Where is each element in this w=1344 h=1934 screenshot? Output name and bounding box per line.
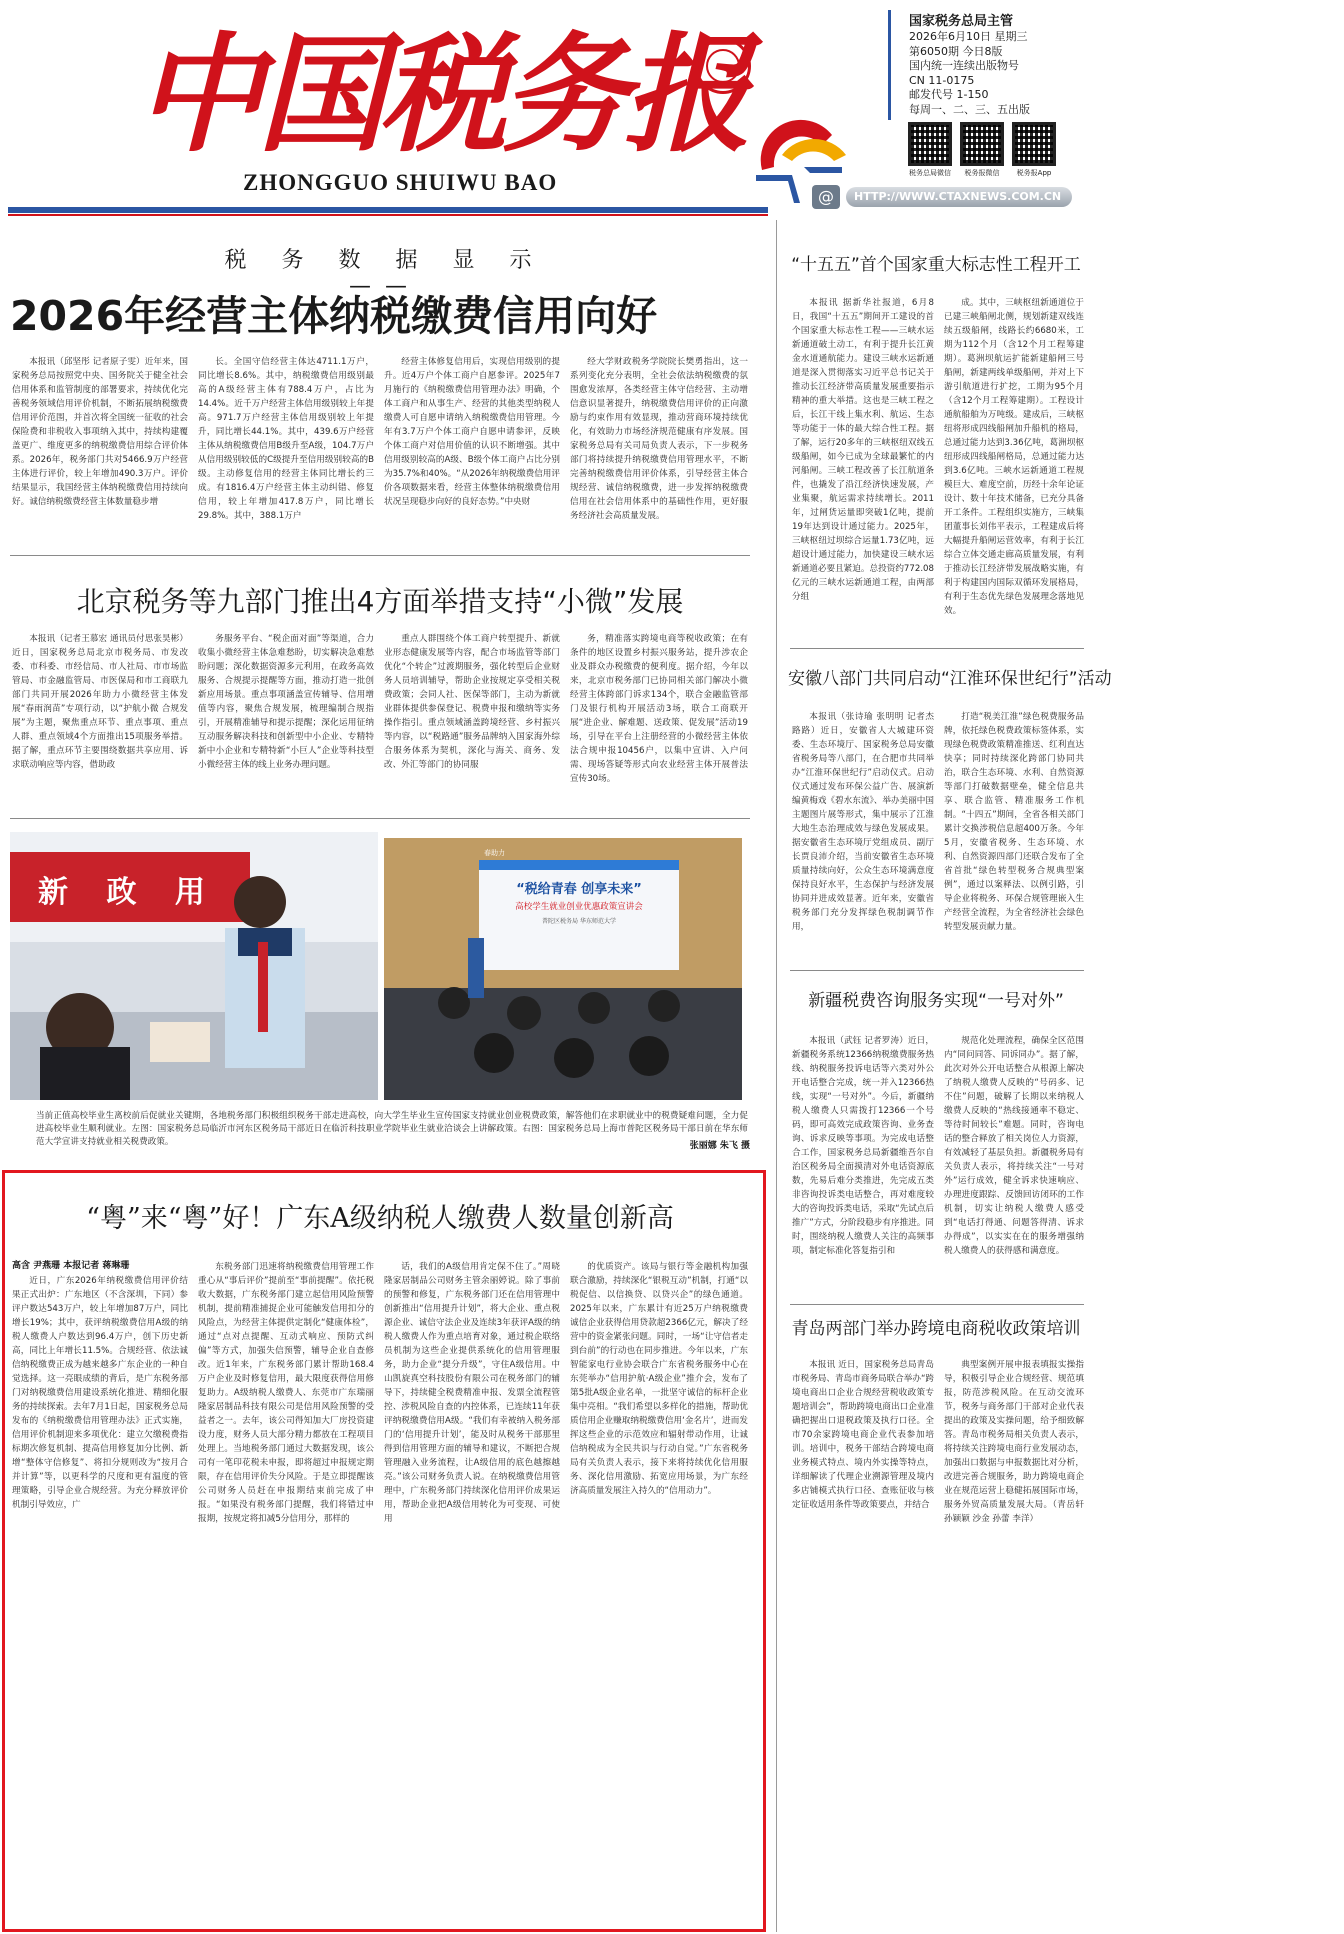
qr-label: 税务报App bbox=[1016, 169, 1052, 177]
issue-line: 第6050期 今日8版 bbox=[909, 44, 1003, 58]
side1-col1: 本报讯 据新华社报道，6月8日，我国“十五五”期间开工建设的首个国家重大标志性工程——三峡水运新通道破土动工，有利于提升长江黄金水道通航能力。建设三峡水运新通道是深入贯彻落实习近平总书记关于推动长江经济带高质量发展重要指示精神的重大举措。这也是三峡工程之后，长江干线上集水利、航运、生态等功能于一体的最大综合性工程。据了解，运行20多年的三峡枢纽双线五级船闸，如今已成为全球最繁忙的内河船闸。三峡工程改善了长江航道条件，也撬发了沿江经济快速发展，产业集聚，航运需求持续增长。2011年，过闸货运量即突破1亿吨，提前19年达到设计通过能力。2025年，三峡枢纽过坝综合运量1.73亿吨，远超设计通过能力，加快建设三峡水运新通道必要且紧迫。总投资约772.08亿元的三峡水运新通道工程，由两部分组 bbox=[792, 298, 934, 602]
story1-kicker: 税 务 数 据 显 示 —— bbox=[224, 248, 546, 299]
postal-line: 邮发代号 1-150 bbox=[909, 88, 989, 101]
side4-col1: 本报讯 近日，国家税务总局青岛市税务局、青岛市商务局联合举办“跨境电商出口企业合规经营税收政策专题培训会”，帮助跨境电商出口企业准确把握出口退税政策及执行口径。全市70余家跨境电商企业代表参加培训。培训中，税务干部结合跨境电商业务模式特点、境内外实操等特点，详细解读了代理企业溯源管理及境内多店铺模式执行口径、查账征收与核定征收适用条件等政策要点，并结合 bbox=[792, 1360, 934, 1510]
side-divider bbox=[790, 970, 1084, 971]
side3-headline[interactable]: 新疆税费咨询服务实现“一号对外” bbox=[808, 991, 1064, 1011]
story2-col3: 重点人群围绕个体工商户转型提升、新就业形态健康发展等内容，配合市场监管等部门优化“个转企”过渡期服务，强化转型后企业财务人员培训辅导，帮助企业按规定享受相关税费政策；会同人社、医保等部门，主动为新就业群体提供参保登记、税费申报和缴纳等实务操作指引。重点领域涵盖跨境经营、乡村振兴等内容，以“税路通”服务品牌纳入国家海外综合服务体系为契机，深化与海关、商务、发改、外汇等部门的协同服 bbox=[384, 634, 560, 770]
qr-code-icon[interactable] bbox=[1012, 122, 1056, 166]
column-divider bbox=[776, 220, 777, 1932]
side1-col2: 成。其中，三峡枢纽新通道位于已建三峡船闸北侧，规划新建双线连续五级船闸，线路长约6680米，工期为112个月（含12个月工程筹建期）。葛洲坝航运扩能新建船闸三号船闸，新建两线单级船闸，并对上下游引航道进行扩挖，工期为95个月（含12个月工程筹建期）。工程设计通航船舶为万吨级。建成后，三峡枢纽将形成四线船闸加升船机的格局，总通过能力达到3.36亿吨，葛洲坝枢纽形成四线船闸格局，总通过能力达到3.6亿吨。三峡水运新通道工程规模巨大、难度空前，历经十余年论证设计、数十年技术储备，已充分具备开工条件。工程组织实施方，三峡集团董事长刘伟平表示，工程建成后将大幅提升船闸运营效率，有利于长江综合立体交通走廊高质量发展，有利于推动长江经济带发展战略实施，有利于构建国内国际双循环发展格局，有利于生态优先绿色发展理念落地见效。 bbox=[944, 298, 1084, 616]
story2-col1: 本报讯（记者王慕宏 通讯员付思张昊彬）近日，国家税务总局北京市税务局、市发改委、市科委、市经信局、市人社局、市市场监管局、市金融监管局、市医保局和市工商联九部门共同开展2026年助力小微经营主体发展“春雨润苗”专项行动，以“护航小微 合规发展”为主题，聚焦重点环节、重点事项、重点人群、重点领域4个方面推出15项服务举措。据了解，重点环节主要围绕数据共享应用、诉求联动响应等内容，借助政 bbox=[12, 634, 188, 770]
sponsor-line: 国家税务总局主管 bbox=[909, 14, 1014, 29]
side2-headline[interactable]: 安徽八部门共同启动“江淮环保世纪行”活动 bbox=[788, 669, 1112, 689]
qr-label: 税务总局微信 bbox=[909, 169, 951, 177]
qr-label: 税务报微信 bbox=[964, 169, 1000, 177]
story3-col1: 近日，广东2026年纳税缴费信用评价结果正式出炉：广东地区（不含深圳，下同）参评户数达543万户，较上年增加87万户，同比增长19%；其中，获评纳税缴费信用A级的纳税人缴费人户数达到96.4万户，创下历史新高，同比上年增长11.5%。合规经营、依法诚信纳税缴费正成为越来越多广东企业的一种自觉选择。这一亮眼成绩的背后，是广东税务部门对纳税缴费信用建设系统化推进、精细化服务的持续探索。去年7月1日起，国家税务总局发布的《纳税缴费信用管理办法》正式实施，信用评价机制迎来多项优化：建立欠缴税费指标期次修复机制、提高信用修复加分比例、新增“整体守信修复”、将扣分规则改为“按月合并计算”等，以更科学的尺度和更有温度的管理策略，引导企业合规经营。为充分释放评价机制引导效应，广 bbox=[12, 1276, 188, 1510]
right-photo-banner-org: 普陀区税务局 华东师范大学 bbox=[542, 918, 616, 925]
story2-col2: 务服务平台、“税企面对面”等渠道，合力收集小微经营主体急难愁盼，切实解决急难愁盼问题；深化数据资源多元利用，在政务高效服务、合规提示提醒等方面，推动打造一批创新应用场景。重点事项涵盖宣传辅导、信用增值等内容，聚焦合规发展，梳理编制合规指引，开展精准辅导和提示提醒；深化运用征纳互动服务解决科技和创新型中小企业、专精特新中小企业和专精特新“小巨人”企业等科技型小微经营主体的线上业务办理问题。 bbox=[198, 634, 374, 770]
side-divider bbox=[790, 648, 1084, 649]
newspaper-title-logo: 中国税务报 bbox=[135, 20, 746, 170]
story1-col4: 经大学财政税务学院院长樊勇指出，这一系列变化充分表明，全社会依法纳税缴费的氛围愈发浓厚，各类经营主体守信经营、主动增信意识显著提升，纳税缴费信用评价的正向激励与约束作用有效显现，推动营商环境持续优化，有效助力市场经济规范健康有序发展。国家税务总局有关司局负责人表示，下一步税务部门将持续提升纳税缴费信用管理水平，不断完善纳税缴费信用评价体系，引导经营主体合规经营、诚信纳税缴费，进一步发挥纳税缴费信用在社会信用体系中的基础性作用，更好服务经济社会高质量发展。 bbox=[570, 357, 748, 521]
cn-line: CN 11-0175 bbox=[909, 73, 975, 87]
issue-info-block bbox=[888, 10, 1068, 120]
photo-caption: 当前正值高校毕业生离校前后促就业关键期，各地税务部门积极组织税务干部走进高校，向大学生毕业生宣传国家支持就业创业税费政策，解答他们在求职就业中的税费疑难问题，全力促进高校毕业生顺利就业。左图：国家税务总局临沂市河东区税务局干部近日在临沂科技职业学院毕业生就业洽谈会上讲解政策。右图：国家税务总局上海市普陀区税务局干部日前在华东师范大学宣讲支持就业相关税费政策。 bbox=[36, 1111, 748, 1147]
story3-col2: 东税务部门迅速将纳税缴费信用管理工作重心从“事后评价”提前至“事前提醒”。依托税收大数据，广东税务部门建立起信用风险预警机制，提前精准捕捉企业可能触发信用扣分的风险点，为经营主体提供定制化“健康体检”，通过“点对点提醒、互动式响应、预防式纠偏”等方式，加强失信预警，辅导企业自查修改。近1年来，广东税务部门累计帮助168.4万户企业及时修复信用，最大限度获得信用修复助力。A级纳税人缴费人、东莞市广东瑞丽隆家居制品科技有限公司是信用风险预警的受益者之一。去年，该公司得知加大厂房投资建设力度，财务人员大部分精力都放在工程项目处理上。当地税务部门通过大数据发现，该公司有一笔印花税未申报，即将超过申报规定期限，存在信用评价失分风险。于是立即提醒该公司财务人员赶在申报期结束前完成了申报。“如果没有税务部门提醒，我们将错过申报期，按规定将扣减5分信用分，那样的 bbox=[198, 1262, 374, 1524]
schedule-line: 每周一、二、三、五出版 bbox=[909, 102, 1030, 116]
newspaper-title-pinyin: ZHONGGUO SHUIWU BAO bbox=[243, 170, 558, 195]
side4-headline[interactable]: 青岛两部门举办跨境电商税收政策培训 bbox=[791, 1319, 1081, 1339]
section-divider bbox=[10, 555, 750, 556]
newspaper-seal-icon bbox=[695, 38, 751, 94]
at-icon: @ bbox=[812, 185, 840, 209]
website-url[interactable]: HTTP://WWW.CTAXNEWS.COM.CN bbox=[846, 187, 1072, 207]
date-line: 2026年6月10日 星期三 bbox=[909, 30, 1028, 43]
photo-credit: 张丽娜 朱飞 摄 bbox=[689, 1141, 750, 1151]
photo-right[interactable] bbox=[384, 838, 742, 1100]
story1-headline[interactable]: 2026年经营主体纳税缴费信用向好 bbox=[10, 292, 658, 340]
story3-col3: 话，我们的A级信用肯定保不住了。”周晓隆家居制品公司财务主管余丽婷说。除了事前的预警和修复，广东税务部门还在信用管理中创新推出“信用提升计划”，将大企业、重点税源企业、诚信守法企业及连续3年获评A级的纳税人缴费人作为重点培育对象，通过税企联络员机制为这些企业提供系统化的信用管理服务，助力企业“提分升级”，守住A级信用。中山凯旋真空科技股份有限公司在税务部门的辅导下，持续健全税费精准申报、发票全流程管控、涉税风险自查的内控体系，已连续11年获评纳税缴费信用A级。“我们有幸被纳入税务部门的‘信用提升计划’，能及时从税务干部那里得到信用管理方面的辅导和建议，不断把合规管理融入业务流程，让A级信用的底色越擦越亮。”该公司财务负责人说。在纳税缴费信用管理中，广东税务部门持续深化信用评价成果运用，帮助企业把A级信用转化为可变现、可使用 bbox=[384, 1262, 560, 1524]
right-photo-banner-sub: 高校学生就业创业优惠政策宣讲会 bbox=[515, 902, 643, 912]
story1-col1: 本报讯（邱坚彤 记者原子雯）近年来，国家税务总局按照党中央、国务院关于健全社会信用体系和监管制度的部署要求，持续优化完善税务领域信用评价机制，不断拓展纳税缴费信用评价范围，并首次将全国统一征收的社会保险费和非税收入事项纳入其中，持续构建覆盖更广、维度更多的纳税缴费信用综合评价体系。2026年，税务部门共对5466.9万户经营主体进行评价，较上年增加490.3万户。评价结果显示，我国经营主体纳税缴费信用持续向好。诚信纳税缴费经营主体数量稳步增 bbox=[12, 357, 188, 507]
story1-col2: 长。全国守信经营主体达4711.1万户，同比增长8.6%。其中，纳税缴费信用级别最高的A级经营主体有788.4万户，占比为14.4%。近千万户经营主体信用级别较上年提高。971.7万户经营主体信用级别较上年提升，同比增长44.1%。其中，439.6万户经营主体从纳税缴费信用B级升至A级，104.7万户从信用级别较低的C级提升至信用级别较高的B级。主动修复信用的经营主体同比增长约三成。有1816.4万户经营主体主动纠错、修复信用，较上年增加417.8万户，同比增长29.8%。其中，388.1万户 bbox=[198, 357, 374, 521]
story2-col4: 务，精准落实跨境电商等税收政策；在有条件的地区设置乡村振兴服务站，提升涉农企业及群众办税缴费的便利度。据介绍，今年以来，北京市税务部门已协同相关部门解决小微经营主体跨部门诉求134个，联合金融监管部门及银行机构开展活动3场，联合工商联开展“进企业、解难题、送政策、促发展”活动19场，引导在平台上注册经营的小微经营主体依法合规申报10456户，以集中宣讲、入户问需、现场答疑等形式向农业经营主体开展普法宣传30场。 bbox=[570, 634, 748, 784]
side3-col2: 规范化处理流程，确保全区范围内“同问同答、同诉同办”。据了解，此次对外公开电话整合从根源上解决了纳税人缴费人反映的“号码多、记不住”问题，破解了长期以来纳税人缴费人反映的“热线接通率不稳定、等待时间较长”难题。同时，咨询电话的整合释放了相关岗位人力资源，有效减轻了基层负担。新疆税务局有关负责人表示，将持续关注“一号对外”运行成效，健全诉求快速响应、办理进度跟踪、反馈回访闭环的工作机制，切实让纳税人缴费人感受到“电话打得通、问题答得清、诉求办得成”，以实实在在的服务增强纳税人缴费人的获得感和满意度。 bbox=[944, 1036, 1084, 1256]
qr-codes bbox=[908, 122, 1068, 177]
story3-headline[interactable]: “粤”来“粤”好！广东A级纳税人缴费人数量创新高 bbox=[86, 1203, 674, 1234]
side2-col1: 本报讯（张诗瑜 张明明 记者杰路路）近日，安徽省人大城建环资委、生态环境厅、国家税务总局安徽省税务局等八部门，在合肥市共同举办“江淮环保世纪行”启动仪式。启动仪式通过发布环保公益广告、展演新编黄梅戏《碧水东流》、举办美丽中国主题图片展等形式，集中展示了江淮大地生态治理成效与绿色发展成果。据安徽省生态环境厅党组成员、副厅长贾良沛介绍，当前安徽省生态环境质量持续向好，公众生态环境满意度保持良好水平，生态保护与经济发展协同并进成效显著。近年来，安徽省税务部门充分发挥绿色税制调节作用， bbox=[792, 712, 934, 932]
masthead bbox=[0, 0, 1344, 215]
side3-col1: 本报讯（武钰 记者罗涛）近日，新疆税务系统12366纳税缴费服务热线、纳税服务投诉电话等六类对外公开电话整合完成，统一并入12366热线，实现“一号对外”。今后，新疆纳税人缴费人只需拨打12366一个号码，即可高效完成政策咨询、业务查询、诉求反映等事项。为完成电话整合工作，国家税务总局新疆维吾尔自治区税务局全面摸清对外电话资源底数，先易后难分类推进，先完成五类非咨询投诉类电话整合，再对难度较大的咨询投诉类电话，采取“先试点后推广”方式，分阶段稳步有序推进。同时，围绕纳税人缴费人关注的高频事项，制定标准化答复指引和 bbox=[792, 1036, 934, 1256]
story2-headline[interactable]: 北京税务等九部门推出4方面举措支持“小微”发展 bbox=[76, 585, 684, 618]
side-divider bbox=[790, 1304, 1084, 1305]
serial-line: 国内统一连续出版物号 bbox=[909, 59, 1019, 72]
qr-code-icon[interactable] bbox=[908, 122, 952, 166]
side1-headline[interactable]: “十五五”首个国家重大标志性工程开工 bbox=[791, 255, 1081, 275]
masthead-rule-red bbox=[8, 214, 768, 216]
story3-col4: 的优质资产。该局与银行等金融机构加强联合激励，持续深化“银税互动”机制，打通“以税促信、以信换贷、以贷兴企”的绿色通道。2025年以来，广东累计有近25万户纳税缴费诚信企业获得信用贷款超2366亿元，解决了经营中的资金紧张问题。同时，一场“让守信者走到台前”的行动也在同步推进。今年以来，广东智能家电行业协会联合广东省税务服务中心在东莞举办“信用护航·A级企业”推介会，发布了第5批A级企业名单，一批坚守诚信的标杆企业集中亮相。“我们希望以多样化的措施，帮助优质信用企业赚取纳税缴费信用‘金名片’，进而发挥这些企业的示范效应和辐射带动作用，让诚信纳税成为全民共识与行动自觉。”广东省税务局有关负责人表示，接下来将持续优化信用服务、深化信用激励、拓宽应用场景，为广东经济高质量发展注入持久的“信用动力”。 bbox=[570, 1262, 748, 1496]
story1-col3: 经营主体修复信用后，实现信用级别的提升。近4万户个体工商户自愿参评。2025年7月施行的《纳税缴费信用管理办法》明确，个体工商户和从事生产、经营的其他类型纳税人缴费人可自愿申请纳入纳税缴费信用管理。今年有3.7万户个体工商户自愿申请参评，反映个体工商户对信用价值的认识不断增强。其中信用级别较高的A级、B级个体工商户占比分别为35.7%和40%。“从2026年纳税缴费信用评价各项数据来看，经营主体整体纳税缴费信用状况呈现稳步向好的良好态势。”中央财 bbox=[384, 357, 560, 507]
side2-col2: 打造“税美江淮”绿色税费服务品牌，依托绿色税费政策标签体系，实现绿色税费政策精准推送、红利直达快享；同时持续深化跨部门协同共治，联合生态环境、水利、自然资源等部门打破数据壁垒，健全信息共享、联合监管、精准服务工作机制。“十四五”期间，全省各相关部门累计交换涉税信息超400万条。今年5月，安徽省税务、生态环境、水利、自然资源四部门还联合发布了全省首批“绿色转型税务合规典型案例”，通过以案释法、以例引路，引导企业将税务、环保合规管理嵌入生产经营全流程，为全省经济社会绿色转型发展贡献力量。 bbox=[944, 712, 1084, 932]
right-photo-banner-title: “税给青春 创享未来” bbox=[516, 882, 642, 897]
story3-byline: 高含 尹燕珊 本报记者 蒋琳珊 bbox=[12, 1261, 130, 1271]
side4-col2: 典型案例开展申报表填报实操指导，积极引导企业合规经营、规范填报，防范涉税风险。在互动交流环节，税务与商务部门干部对企业代表提出的政策及实操问题，给予细致解答。青岛市税务局相关负责人表示，将持续关注跨境电商行业发展动态，加强出口数据与申报数据比对分析，改进完善合规服务，助力跨境电商企业在规范运营上稳健拓展国际市场，服务外贸高质量发展大局。（青岳轩 孙颖颖 沙金 孙蕾 李洋） bbox=[944, 1360, 1084, 1524]
left-photo-banner: 新 政 用 bbox=[38, 875, 219, 910]
website-url-bar[interactable] bbox=[812, 185, 1072, 209]
section-divider bbox=[10, 818, 750, 819]
qr-code-icon[interactable] bbox=[960, 122, 1004, 166]
right-photo-logo: 春助力 bbox=[484, 849, 505, 857]
photo-left[interactable] bbox=[10, 832, 378, 1100]
masthead-rule bbox=[8, 207, 768, 213]
